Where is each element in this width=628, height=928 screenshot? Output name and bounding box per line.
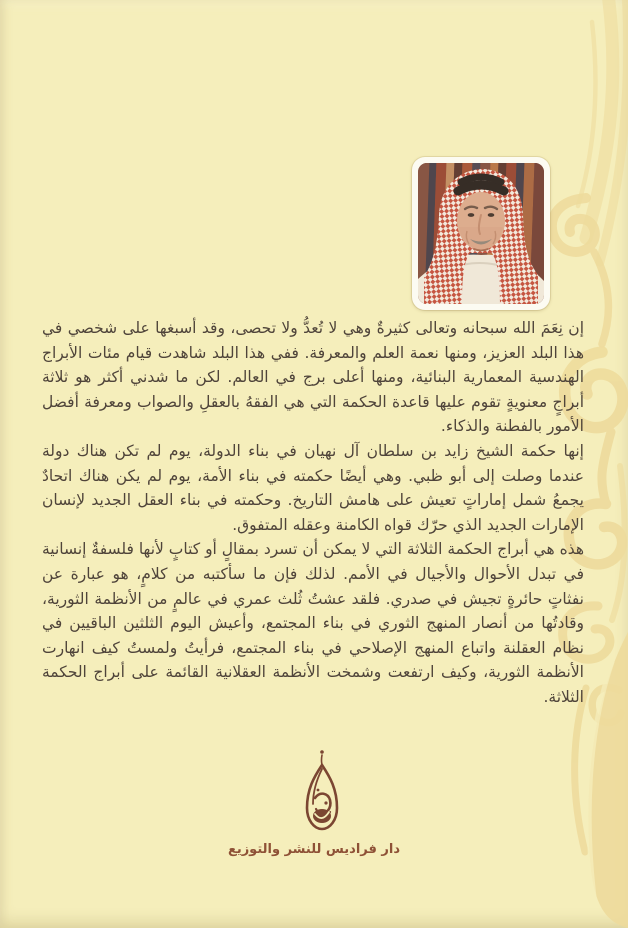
author-photo-frame: [412, 157, 550, 310]
author-portrait-photo: [412, 157, 550, 310]
blurb-paragraph-3: هذه هي أبراج الحكمة الثلاثة التي لا يمكن أن تسرد بمقالٍ أو كتابٍ لأنها فلسفةٌ إنسانية في تبدل الأحوال والأجيال في الأمم. لذلك فإن ما سأكتبه من كلامٍ، هو عبارة عن نفثاتٍ حائرةٍ تجيش في صدري. فلقد عشتُ ثُلث عمري في عالمٍ من الأنظمة الثورية، وقادتُها من أنصار المنهج الثوري في بناء المجتمع، وأعيش اليوم الثلثين الباقيين في نظام العقلنة واتباع المنهج الإصلاحي في بناء المجتمع، فرأيتُ ولمستُ كيف انهارت الأنظمة الثورية، وكيف ارتفعت وشمخت الأنظمة العقلانية القائمة على أبراج الحكمة الثلاثة.: [41, 540, 584, 706]
blurb-paragraph-1: إن نِعَمَ الله سبحانه وتعالى كثيرةٌ وهي لا تُعدُّ ولا تحصى، وقد أسبغها على شخصي في هذا البلد العزيز، ومنها نعمة العلم والمعرفة. ففي هذا البلد شاهدت قيام مئات الأبراج الهندسية المعمارية البنائية، ومنها أعلى برج في العالم. لكن ما شدني أكثر هو ثلاثة أبراجٍ معنويةٍ تقوم عليها قاعدة الحكمة التي هي الفقهُ بالعقلِ والصواب ومعرفة أفضل الأمور بالفطنة والذكاء.: [42, 319, 584, 436]
blurb-text-block: [42, 316, 584, 710]
blurb-paragraph-2: إنها حكمة الشيخ زايد بن سلطان آل نهيان في بناء الدولة، يوم لم تكن هناك دولة عندما وصلت إلى أبو ظبي. وهي أيضًا حكمته في بناء الأمة، يوم لم يكن هناك اتحادٌ يجمعُ شمل إماراتٍ تعيش على هامش التاريخ. وحكمته في بناء العقل الجديد لإنسان الإمارات الجديد الذي حرّك قواه الكامنة وعقله المتفوق.: [42, 441, 584, 534]
publisher-logo-icon: [300, 748, 344, 840]
publisher-name: دار فراديس للنشر والتوزيع: [227, 842, 401, 857]
